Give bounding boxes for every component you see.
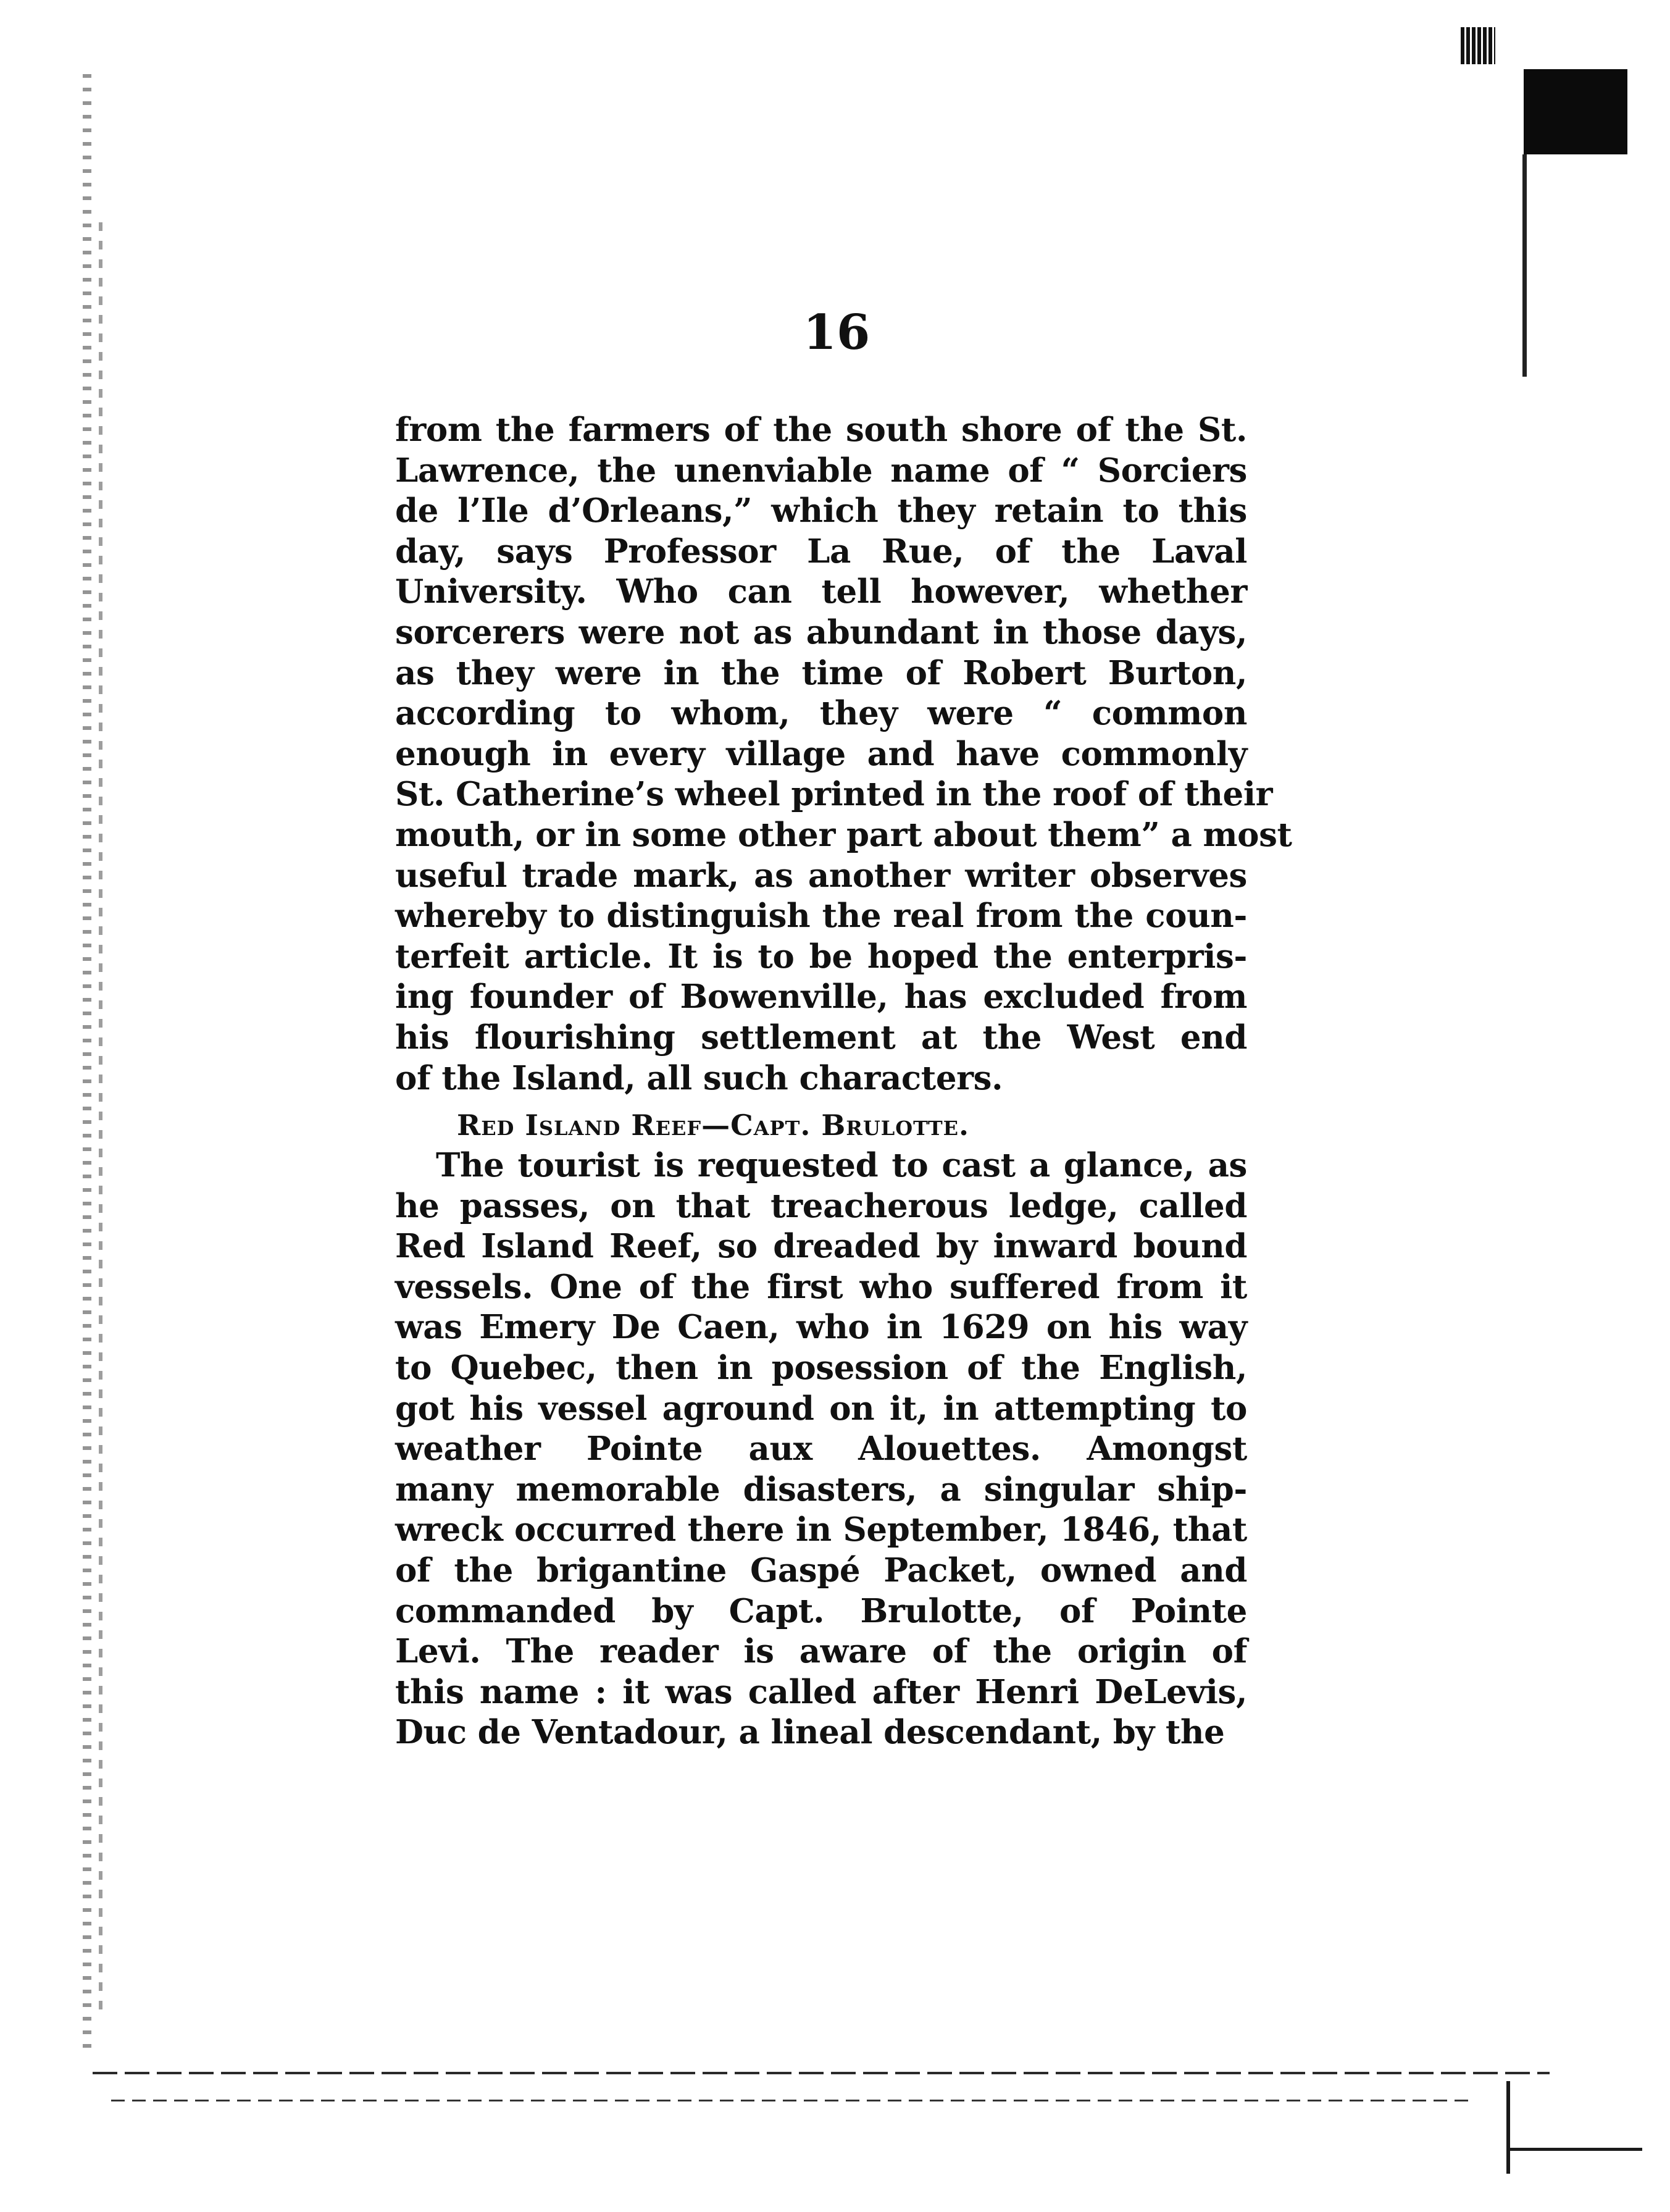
text-line: ing founder of Bowenville, has excluded from	[395, 978, 1247, 1016]
text-line: terfeit article. It is to be hoped the enterpris-	[395, 937, 1247, 976]
text-line: of the Island, all such characters.	[395, 1058, 1003, 1097]
text-line: many memorable disasters, a singular ship-	[395, 1470, 1247, 1509]
text-line: commanded by Capt. Brulotte, of Pointe	[395, 1591, 1247, 1630]
text-line: was Emery De Caen, who in 1629 on his way	[395, 1308, 1247, 1347]
left-binding-shadow	[99, 222, 102, 2013]
text-line: Duc de Ventadour, a lineal descendant, by the	[395, 1713, 1225, 1752]
text-line: of the brigantine Gaspé Packet, owned and	[395, 1551, 1247, 1590]
scan-tab-edge	[1522, 154, 1527, 377]
text-line: his flourishing settlement at the West end	[395, 1018, 1247, 1057]
text-line: vessels. One of the first who suffered from it	[395, 1267, 1247, 1306]
text-line: as they were in the time of Robert Burton,	[395, 653, 1247, 692]
scan-black-tab	[1524, 69, 1627, 154]
section-heading: Red Island Reef—Capt. Brulotte.	[457, 1108, 970, 1142]
body-text	[395, 410, 1292, 1753]
text-line: to Quebec, then in posession of the English,	[395, 1349, 1247, 1388]
text-line: wreck occurred there in September, 1846, that	[395, 1510, 1247, 1549]
paragraph-2	[395, 1146, 1247, 1753]
text-line: sorcerers were not as abundant in those days,	[395, 613, 1247, 651]
paragraph-1	[395, 410, 1292, 1099]
text-line: according to whom, they were “ common	[395, 694, 1247, 733]
text-line: weather Pointe aux Alouettes. Amongst	[395, 1430, 1247, 1468]
text-line: enough in every village and have commonly	[395, 734, 1247, 773]
left-binding-edge	[83, 74, 91, 2050]
text-line: The tourist is requested to cast a glance, as	[436, 1146, 1247, 1185]
text-line: St. Catherine’s wheel printed in the roof of their	[395, 775, 1273, 814]
text-line: mouth, or in some other part about them” a most	[395, 815, 1292, 854]
text-line: day, says Professor La Rue, of the Laval	[395, 532, 1247, 571]
bottom-right-rule	[1506, 2148, 1642, 2151]
text-line: he passes, on that treacherous ledge, called	[395, 1186, 1247, 1225]
bottom-page-edge	[93, 2072, 1550, 2074]
bottom-right-bracket	[1506, 2081, 1510, 2174]
text-line: whereby to distinguish the real from the coun-	[395, 897, 1247, 936]
text-line: Lawrence, the unenviable name of “ Sorciers	[395, 451, 1247, 490]
text-line: Levi. The reader is aware of the origin of	[395, 1632, 1247, 1671]
page-number: 16	[803, 304, 870, 361]
text-line: University. Who can tell however, whether	[395, 572, 1247, 611]
text-line: Red Island Reef, so dreaded by inward bound	[395, 1227, 1247, 1266]
text-line: useful trade mark, as another writer observes	[395, 856, 1247, 895]
scan-corner-mark	[1461, 27, 1495, 64]
text-line: de l’Ile d’Orleans,” which they retain to this	[395, 492, 1247, 530]
text-line: got his vessel aground on it, in attempting to	[395, 1389, 1247, 1428]
text-line: from the farmers of the south shore of the St.	[395, 411, 1247, 449]
text-line: this name : it was called after Henri DeLevis,	[395, 1672, 1247, 1711]
bottom-page-edge-shadow	[111, 2100, 1476, 2101]
